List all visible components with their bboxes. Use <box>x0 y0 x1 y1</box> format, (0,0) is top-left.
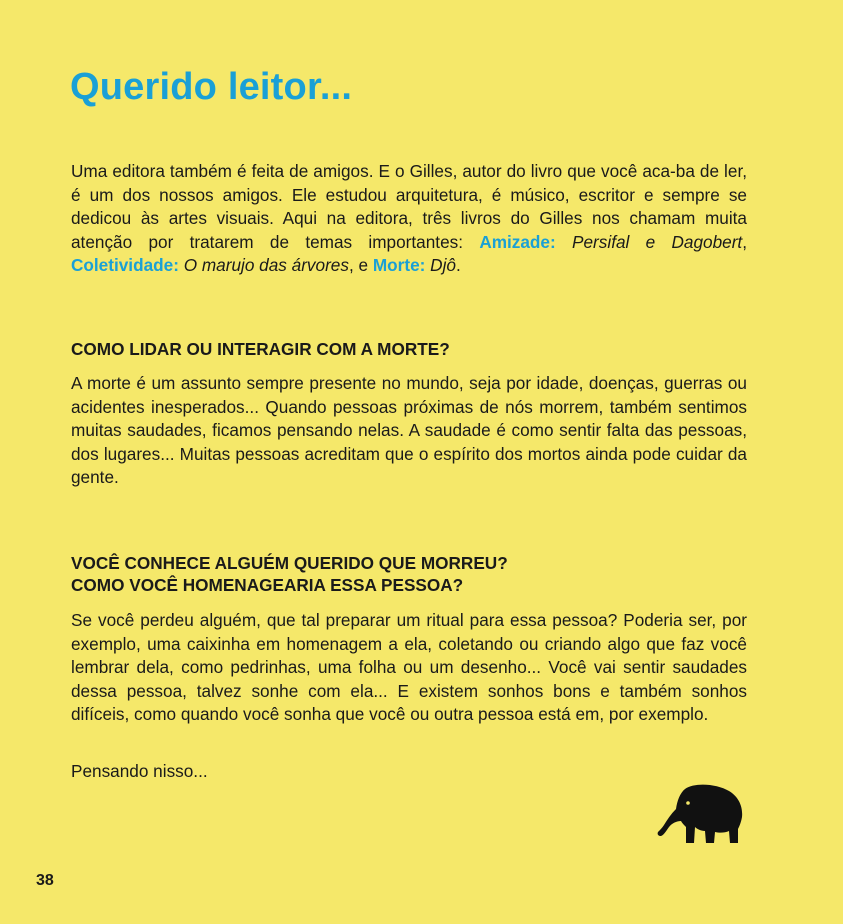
section-heading-homage-line1: VOCÊ CONHECE ALGUÉM QUERIDO QUE MORREU? <box>71 553 508 573</box>
closing-text: Pensando nisso... <box>71 761 208 781</box>
theme-coletividade-label: Coletividade: <box>71 255 179 276</box>
page-title: Querido leitor... <box>70 66 353 108</box>
page-number: 38 <box>36 872 54 889</box>
intro-text: Uma editora também é feita de amigos. E o Gilles, autor do livro que você aca-ba de ler, é um dos nossos amigos. Ele estudou arquitetura, é músico, escritor e sempre se dedicou às artes visuais. Aqui na editora, três livros do Gilles nos chamam muita atenção por tratarem de temas importantes: <box>71 161 747 252</box>
theme-amizade-label: Amizade: <box>479 231 556 252</box>
book-title-persifal: Persifal e Dagobert <box>572 231 743 252</box>
separator-2: , e <box>348 255 373 276</box>
intro-paragraph <box>71 160 747 278</box>
section-body-death: A morte é um assunto sempre presente no mundo, seja por idade, doenças, guerras ou acidentes inesperados... Quando pessoas próximas de nós morrem, também sentimos muitas saudades, ficamos pensando nelas. A saudade é como sentir falta das pessoas, dos lugares... Muitas pessoas acreditam que o espírito dos mortos ainda pode cuidar da gente. <box>71 373 747 488</box>
section-heading-homage <box>71 552 508 596</box>
book-title-djo: Djô <box>430 255 456 276</box>
section-body-homage: Se você perdeu alguém, que tal preparar um ritual para essa pessoa? Poderia ser, por exemplo, uma caixinha em homenagem a ela, coletando ou criando algo que faz você lembrar dela, como pedrinhas, uma folha ou um desenho... Você vai sentir saudades dessa pessoa, talvez sonhe com ela... E existem sonhos bons e também sonhos difíceis, como quando você sonha que você ou outra pessoa está em, por exemplo. <box>71 610 747 725</box>
section-heading-death: COMO LIDAR OU INTERAGIR COM A MORTE? <box>71 339 450 359</box>
intro-end: . <box>455 255 461 276</box>
elephant-icon <box>655 783 745 845</box>
section-heading-homage-line2: COMO VOCÊ HOMENAGEARIA ESSA PESSOA? <box>71 575 464 595</box>
book-title-marujo: O marujo das árvores <box>183 255 349 276</box>
separator-1: , <box>742 231 747 252</box>
theme-morte-label: Morte: <box>372 255 426 276</box>
